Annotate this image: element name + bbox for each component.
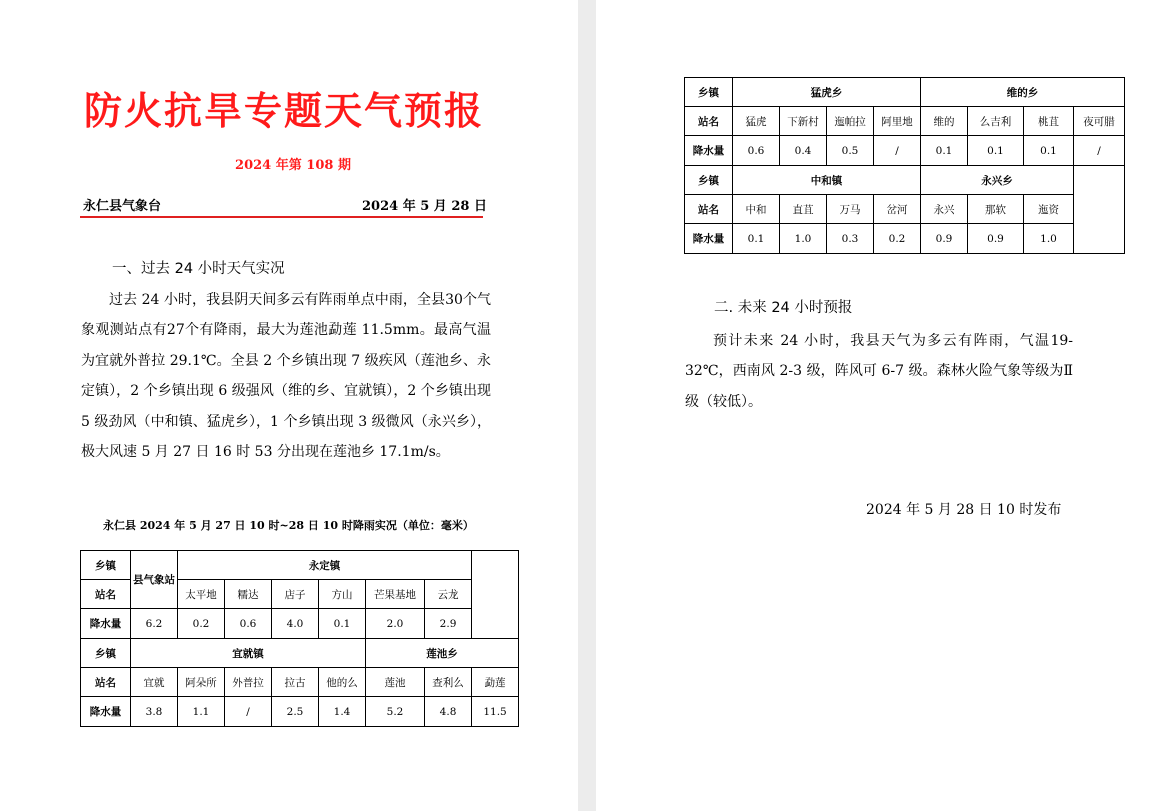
station-name: 查利么 [425,668,472,697]
station-name: 猛虎 [733,107,780,136]
rainfall-value: 0.1 [968,136,1024,166]
town-name: 永定镇 [178,551,472,580]
section-heading-next-24h: 二. 未来 24 小时预报 [714,300,853,316]
town-name: 宜就镇 [131,639,366,668]
rainfall-value: 6.2 [131,609,178,639]
station-name: 那软 [968,195,1024,224]
rainfall-label: 降水量 [685,224,733,254]
rainfall-value: 1.1 [178,697,225,727]
station-name: 万马 [827,195,874,224]
rainfall-value: 4.8 [425,697,472,727]
rainfall-value: 2.0 [366,609,425,639]
station-name: 维的 [921,107,968,136]
rain-table-right [684,77,1125,254]
rain-table-left [80,550,519,727]
station-name: 外普拉 [225,668,272,697]
rainfall-value: 3.8 [131,697,178,727]
rainfall-value: 0.4 [780,136,827,166]
issue-date: 2024 年 5 月 28 日 [362,199,487,214]
release-time: 2024 年 5 月 28 日 10 时发布 [866,502,1062,518]
document-page-right [596,0,1171,811]
rainfall-value: 0.1 [1024,136,1074,166]
station-label: 站名 [685,195,733,224]
station-name: 夜可腊 [1074,107,1125,136]
rainfall-value: 1.0 [780,224,827,254]
forecast-paragraph: 预计未来 24 小时，我县天气为多云有阵雨，气温19-32℃，西南风 2-3 级，阵风可 6-7 级。森林火险气象等级为Ⅱ级（较低）。 [685,333,1073,410]
rainfall-value: 0.9 [968,224,1024,254]
rainfall-value: 1.4 [319,697,366,727]
station-name: 中和 [733,195,780,224]
station-name: 云龙 [425,580,472,609]
station-name: 他的么 [319,668,366,697]
page-title: 防火抗旱专题天气预报 [84,88,485,133]
township-label: 乡镇 [685,166,733,195]
rainfall-value: / [874,136,921,166]
station-name: 方山 [319,580,366,609]
rainfall-value: 0.1 [733,224,780,254]
township-label: 乡镇 [685,78,733,107]
rainfall-value: 0.2 [178,609,225,639]
station-name: 迤资 [1024,195,1074,224]
station-name: 下新村 [780,107,827,136]
town-name: 莲池乡 [366,639,519,668]
document-page-left [0,0,578,811]
station-name: 岔河 [874,195,921,224]
rainfall-value: / [1074,136,1125,166]
township-label: 乡镇 [81,551,131,580]
issue-number: 2024 年第 108 期 [235,158,351,173]
station-name: 太平地 [178,580,225,609]
rainfall-value: 2.9 [425,609,472,639]
page-gutter [578,0,596,811]
rain-table-caption: 永仁县 2024 年 5 月 27 日 10 时~28 日 10 时降雨实况（单位：毫米） [103,519,474,532]
rainfall-value: 1.0 [1024,224,1074,254]
rainfall-value: 0.5 [827,136,874,166]
rainfall-value: 5.2 [366,697,425,727]
station-label: 站名 [81,668,131,697]
section-heading-past-24h: 一、过去 24 小时天气实况 [112,261,285,277]
rainfall-value: 2.5 [272,697,319,727]
rainfall-value: 0.9 [921,224,968,254]
issuing-organization: 永仁县气象台 [83,199,162,214]
rainfall-value: / [225,697,272,727]
station-label: 站名 [81,580,131,609]
rainfall-value: 4.0 [272,609,319,639]
station-name: 么吉利 [968,107,1024,136]
rainfall-label: 降水量 [81,609,131,639]
red-divider [80,216,483,218]
station-name: 芒果基地 [366,580,425,609]
rainfall-label: 降水量 [685,136,733,166]
town-name: 中和镇 [733,166,921,195]
past-24h-paragraph: 过去 24 小时，我县阴天间多云有阵雨单点中雨，全县30个气象观测站点有27个有降雨，最大为莲池勐莲 11.5mm。最高气温为宜就外普拉 29.1℃。全县 2 个乡镇出现 7 级疾风（莲池乡、永定镇），2 个乡镇出现 6 级强风（维的乡、宜就镇），2 个乡镇出现 5 级劲风（中和镇、猛虎乡），1 个乡镇出现 3 级微风（永兴乡），极大风速 5 月 27 日 16 时 53 分出现在莲池乡 17.1m/s。 [81,292,491,461]
station-label: 站名 [685,107,733,136]
station-name: 阿朵所 [178,668,225,697]
station-name: 桃苴 [1024,107,1074,136]
station-name: 莲池 [366,668,425,697]
rainfall-value: 0.1 [319,609,366,639]
station-name: 阿里地 [874,107,921,136]
station-name: 迤帕拉 [827,107,874,136]
township-label: 乡镇 [81,639,131,668]
rainfall-value: 0.3 [827,224,874,254]
county-station-label: 县气象站 [131,551,178,609]
rainfall-value: 11.5 [472,697,519,727]
station-name: 勐莲 [472,668,519,697]
station-name: 糯达 [225,580,272,609]
station-name: 直苴 [780,195,827,224]
rainfall-value: 0.6 [225,609,272,639]
station-name: 拉古 [272,668,319,697]
rainfall-value: 0.6 [733,136,780,166]
rainfall-value: 0.2 [874,224,921,254]
station-name: 宜就 [131,668,178,697]
rainfall-label: 降水量 [81,697,131,727]
town-name: 永兴乡 [921,166,1074,195]
rainfall-value: 0.1 [921,136,968,166]
town-name: 猛虎乡 [733,78,921,107]
station-name: 永兴 [921,195,968,224]
station-name: 店子 [272,580,319,609]
town-name: 维的乡 [921,78,1125,107]
